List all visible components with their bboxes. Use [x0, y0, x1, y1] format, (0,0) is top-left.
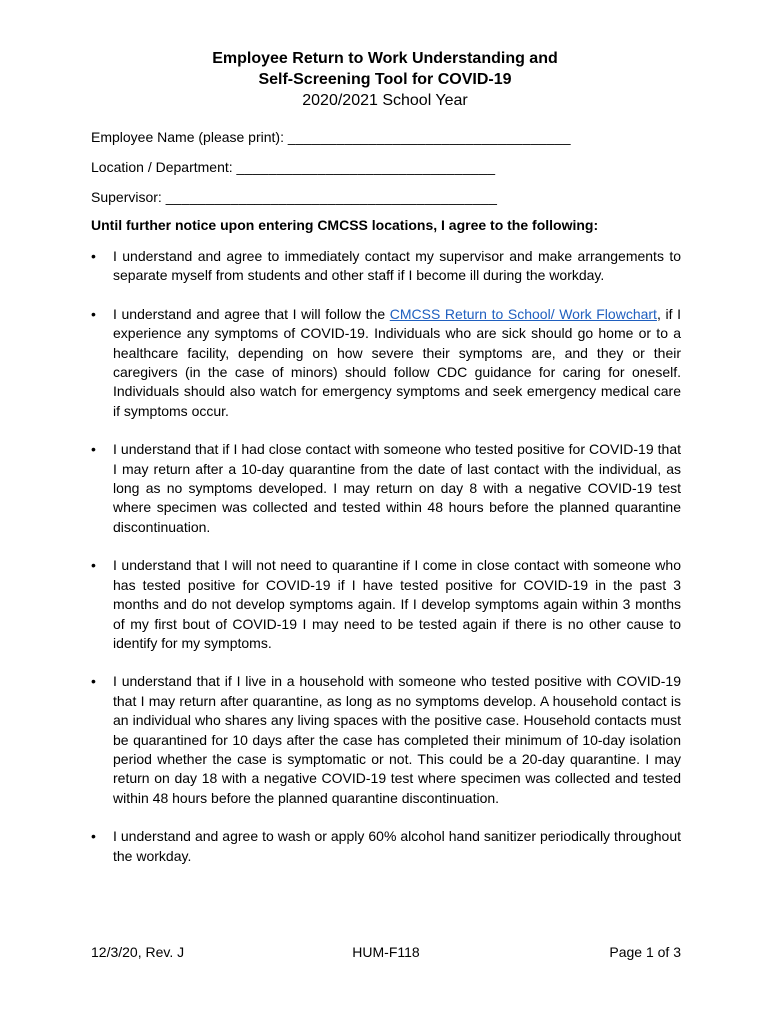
- list-item: [91, 827, 681, 866]
- list-item: [91, 556, 681, 653]
- document-header: [0, 48, 770, 111]
- location-department-field[interactable]: [91, 158, 495, 176]
- bullet-icon: •: [91, 305, 96, 322]
- bullet-icon: •: [91, 557, 96, 574]
- bullet-icon: •: [91, 828, 96, 845]
- supervisor-field[interactable]: [91, 188, 497, 206]
- list-item: [91, 247, 681, 286]
- footer-date-revision: 12/3/20, Rev. J: [91, 944, 185, 960]
- list-item-text: I understand and agree to immediately contact my supervisor and make arrangements to separate myself from students and other staff if I become ill during the workday.: [113, 248, 681, 284]
- school-year: 2020/2021 School Year: [302, 92, 468, 109]
- supervisor-label: Supervisor:: [91, 189, 162, 205]
- document-title-line-2: Self-Screening Tool for COVID-19: [258, 71, 512, 88]
- list-item-text: I understand that if I had close contact with someone who tested positive for COVID-19 that I may return after a 10-day quarantine from the date of last contact with the individual, as long as no symptoms developed. I may return on day 8 with a negative COVID-19 test where specimen was collected and tested within 48 hours before the planned quarantine discontinuation.: [113, 441, 681, 535]
- list-item: [91, 440, 681, 537]
- bullet-icon: •: [91, 441, 96, 458]
- list-item: [91, 672, 681, 808]
- employee-name-field[interactable]: [91, 128, 571, 146]
- list-item-text-after: , if I experience any symptoms of COVID-19. Individuals who are sick should go home or to a healthcare facility, depending on how severe their symptoms are, and they or their caregivers (in the case of minors) should follow CDC guidance for caring for oneself. Individuals should also watch for emergency symptoms and seek emergency medical care if symptoms occur.: [113, 305, 681, 419]
- employee-name-label: Employee Name (please print):: [91, 129, 284, 145]
- agreement-intro: Until further notice upon entering CMCSS locations, I agree to the following:: [91, 217, 599, 233]
- bullet-icon: •: [91, 673, 96, 690]
- agreement-list: [91, 247, 681, 885]
- employee-name-blank[interactable]: ___________________________________: [287, 129, 571, 145]
- document-title-line-1: Employee Return to Work Understanding and: [212, 50, 558, 67]
- footer-form-code: HUM-F118: [352, 944, 420, 960]
- flowchart-link[interactable]: CMCSS Return to School/ Work Flowchart: [389, 305, 657, 322]
- list-item: [91, 305, 681, 421]
- location-department-label: Location / Department:: [91, 159, 233, 175]
- list-item-text: I understand that if I live in a household with someone who tested positive with COVID-19 that I may return after quarantine, as long as no symptoms develop. A household contact is an individual who shares any living spaces with the positive case. Household contacts must be quarantined for 10 days after the case has completed their minimum of 10-day isolation period whether the case is symptomatic or not. This could be a 20-day quarantine. I may return on day 18 with a negative COVID-19 test where specimen was collected and tested within 48 hours before the planned quarantine discontinuation.: [113, 673, 681, 806]
- footer-page-number: Page 1 of 3: [609, 944, 681, 960]
- supervisor-blank[interactable]: _________________________________________: [165, 189, 498, 205]
- list-item-text: I understand and agree to wash or apply 60% alcohol hand sanitizer periodically throughout the workday.: [113, 828, 681, 864]
- bullet-icon: •: [91, 248, 96, 264]
- list-item-text-before: I understand and agree that I will follow the: [113, 305, 390, 322]
- list-item-text: I understand that I will not need to quarantine if I come in close contact with someone who has tested positive for COVID-19 if I have tested positive for COVID-19 in the past 3 months and do not develop symptoms again. If I develop symptoms again within 3 months of my first bout of COVID-19 I may need to be tested again if there is no other cause to identify for my symptoms.: [113, 557, 681, 651]
- location-department-blank[interactable]: ________________________________: [236, 159, 496, 175]
